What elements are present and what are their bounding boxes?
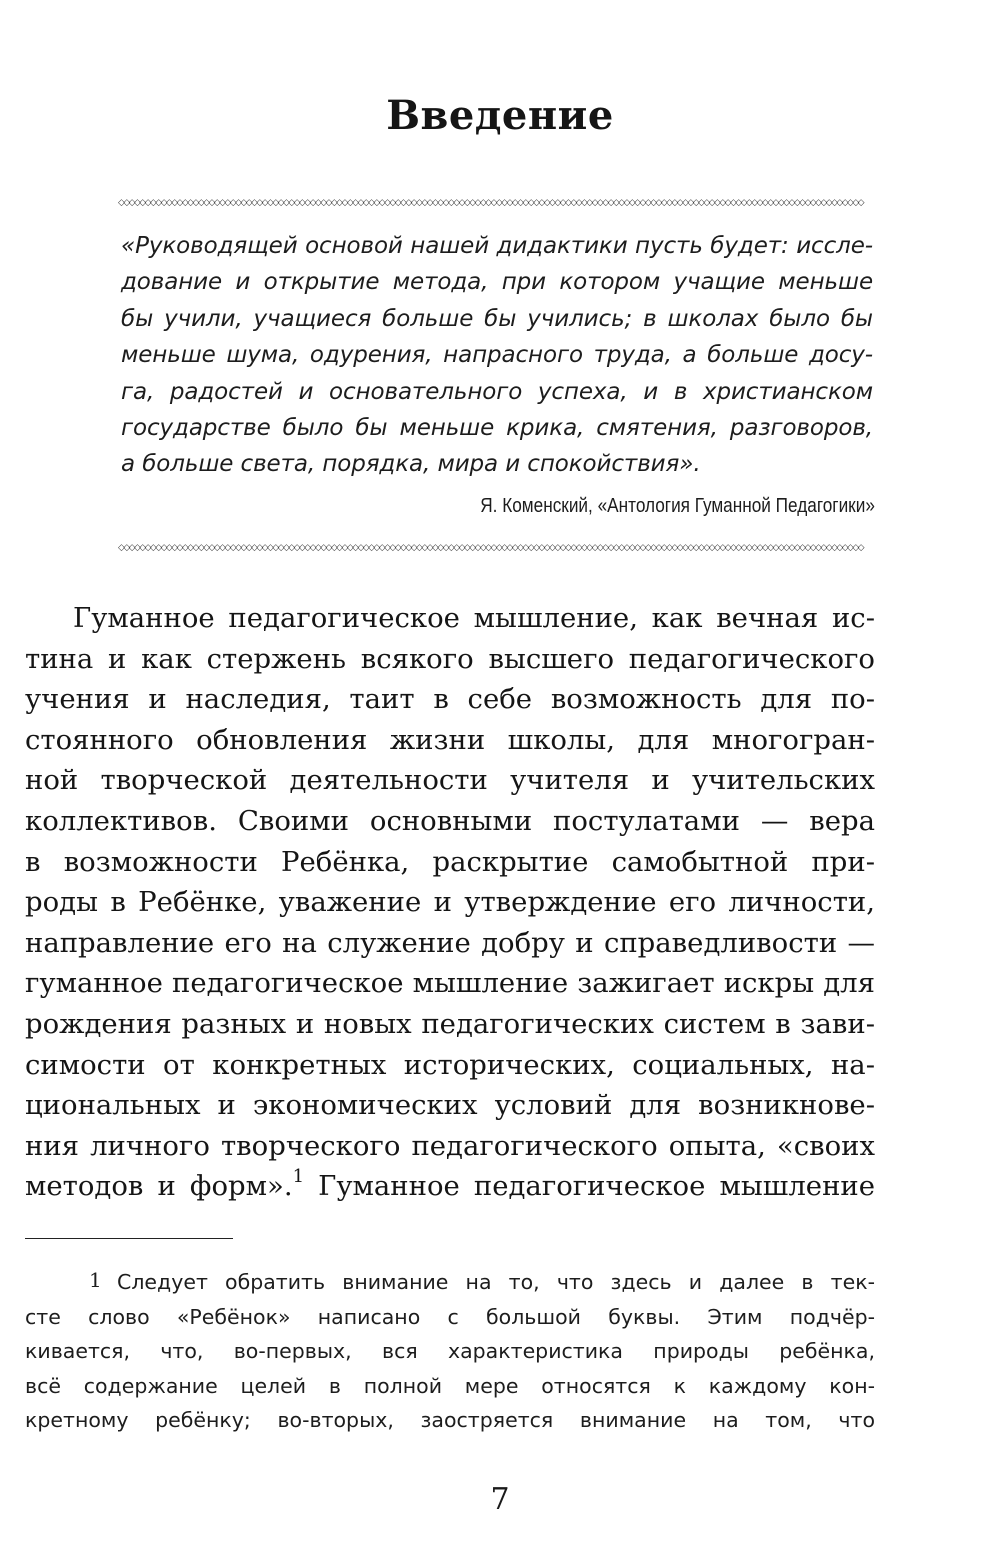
body-line: в возможности Ребёнка, раскрытие самобытной при-: [25, 845, 875, 878]
footnote-line: сте слово «Ребёнок» написано с большой буквы. Этим подчёр-: [25, 1304, 875, 1329]
epigraph-quote: [121, 228, 873, 483]
epigraph-line: меньше шума, одурения, напрасного труда, а больше досу-: [121, 342, 873, 369]
footnote: [25, 1265, 875, 1438]
body-line: рождения разных и новых педагогических систем в зави-: [25, 1007, 875, 1040]
chapter-title: Введение: [386, 92, 614, 139]
ornamental-rule-top: ◇◇◇◇◇◇◇◇◇◇◇◇◇◇◇◇◇◇◇◇◇◇◇◇◇◇◇◇◇◇◇◇◇◇◇◇◇◇◇◇◇◇◇◇◇◇◇◇◇◇◇◇◇◇◇◇◇◇◇◇◇◇◇◇◇◇◇◇◇◇◇◇◇◇◇◇◇◇◇◇◇◇◇◇◇◇◇◇◇◇◇◇◇◇◇◇◇◇◇◇◇◇◇◇◇◇◇◇◇◇◇◇◇◇◇◇◇◇◇◇◇◇◇◇◇◇◇◇◇◇◇◇◇◇◇◇◇◇◇◇: [118, 198, 863, 208]
body-paragraph: [25, 598, 875, 1207]
footnote-line: Следует обратить внимание на то, что здесь и далее в тек-: [117, 1270, 875, 1294]
epigraph-line: «Руководящей основой нашей дидактики пусть будет: иссле-: [121, 233, 873, 259]
body-line: коллективов. Своими основными постулатами — вера: [25, 804, 875, 837]
body-line: гуманное педагогическое мышление зажигает искры для: [25, 967, 875, 1000]
body-text-segment: Гуманное педагогическое мышление: [304, 1170, 876, 1203]
page-number: 7: [490, 1482, 510, 1517]
epigraph-line: дование и открытие метода, при котором учащие меньше: [121, 269, 873, 296]
footnote-separator: [25, 1238, 233, 1239]
footnote-line: кретному ребёнку; во-вторых, заостряется внимание на том, что: [25, 1408, 875, 1433]
body-line: ной творческой деятельности учителя и учительских: [25, 764, 875, 797]
epigraph-line: государстве было бы меньше крика, смятения, разговоров,: [121, 415, 873, 442]
epigraph-attribution: Я. Коменский, «Антология Гуманной Педагогики»: [480, 495, 875, 517]
footnote-marker: 1: [89, 1268, 102, 1292]
epigraph-line: а больше света, порядка, мира и спокойствия».: [121, 451, 701, 478]
body-line-last: [25, 1166, 875, 1207]
body-line: симости от конкретных исторических, социальных, на-: [25, 1048, 875, 1081]
body-line: роды в Ребёнке, уважение и утверждение его личности,: [25, 886, 875, 919]
ornamental-rule-bottom: ◇◇◇◇◇◇◇◇◇◇◇◇◇◇◇◇◇◇◇◇◇◇◇◇◇◇◇◇◇◇◇◇◇◇◇◇◇◇◇◇◇◇◇◇◇◇◇◇◇◇◇◇◇◇◇◇◇◇◇◇◇◇◇◇◇◇◇◇◇◇◇◇◇◇◇◇◇◇◇◇◇◇◇◇◇◇◇◇◇◇◇◇◇◇◇◇◇◇◇◇◇◇◇◇◇◇◇◇◇◇◇◇◇◇◇◇◇◇◇◇◇◇◇◇◇◇◇◇◇◇◇◇◇◇◇◇◇◇◇◇: [118, 543, 863, 553]
body-line: стоянного обновления жизни школы, для многогран-: [25, 723, 875, 756]
body-line: ния личного творческого педагогического опыта, «своих: [25, 1129, 875, 1162]
body-line: Гуманное педагогическое мышление, как вечная ис-: [73, 602, 875, 634]
body-line: учения и наследия, таит в себе возможность для по-: [25, 683, 875, 716]
epigraph-line: бы учили, учащиеся больше бы учились; в школах было бы: [121, 305, 873, 332]
body-line: тина и как стержень всякого высшего педагогического: [25, 642, 875, 675]
footnote-line: всё содержание целей в полной мере относятся к каждому кон-: [25, 1373, 875, 1398]
body-text-segment: методов и форм».: [25, 1170, 293, 1203]
body-line: направление его на служение добру и справедливости —: [25, 926, 875, 959]
footnote-line: кивается, что, во-первых, вся характеристика природы ребёнка,: [25, 1339, 875, 1364]
epigraph-line: га, радостей и основательного успеха, и в христианском: [121, 378, 873, 405]
body-line: циональных и экономических условий для возникнове-: [25, 1089, 875, 1122]
footnote-reference[interactable]: 1: [292, 1166, 305, 1188]
